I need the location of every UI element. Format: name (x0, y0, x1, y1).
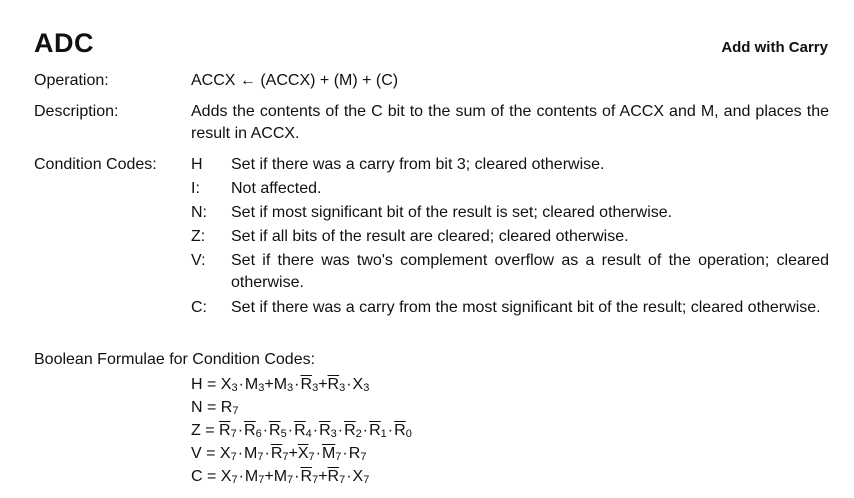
formula-plus: + (264, 468, 274, 485)
formula-and-dot: · (262, 422, 269, 439)
formula-variable: $\overline{R}_7$ (327, 468, 346, 486)
description-label: Description: (34, 103, 119, 120)
condition-code-flag: H (191, 156, 203, 173)
formula-and-dot: · (237, 445, 244, 462)
condition-code-item (191, 226, 829, 248)
condition-code-item (191, 202, 829, 224)
formula-lhs: N = (191, 399, 221, 416)
condition-codes-label: Condition Codes: (34, 156, 157, 173)
condition-code-item (191, 154, 829, 176)
condition-code-flag: I: (191, 180, 200, 197)
formula-and-dot: · (238, 468, 244, 485)
condition-code-flag: V: (191, 252, 206, 269)
formula-z (191, 420, 412, 442)
formula-c (191, 466, 369, 488)
condition-code-item (191, 297, 829, 319)
formula-v (191, 443, 366, 465)
formula-variable: $\overline{R}_4$ (294, 422, 312, 440)
formula-and-dot: · (312, 422, 319, 439)
condition-code-flag: C: (191, 299, 207, 316)
formula-variable: $X_3$ (220, 376, 238, 394)
formula-variable: $\overline{R}_3$ (300, 376, 319, 394)
formula-variable: $\overline{R}_2$ (344, 422, 362, 440)
formula-and-dot: · (238, 376, 244, 393)
formula-variable: $\overline{R}_3$ (327, 376, 346, 394)
condition-code-flag: Z: (191, 228, 206, 245)
formula-variable: $\overline{R}_6$ (244, 422, 262, 440)
formula-variable: $\overline{X}_7$ (297, 445, 315, 463)
formula-variable: $M_3$ (273, 376, 294, 394)
formula-variable: $\overline{R}_5$ (269, 422, 287, 440)
formula-and-dot: · (342, 445, 348, 462)
formula-lhs: H = (191, 376, 221, 393)
formula-variable: $\overline{R}_7$ (219, 422, 237, 440)
formula-and-dot: · (315, 445, 321, 462)
formula-variable: $X_7$ (352, 468, 370, 486)
formula-variable: $\overline{R}_7$ (300, 468, 319, 486)
formula-variable: $\overline{R}_1$ (369, 422, 387, 440)
formula-variable: $M_3$ (244, 376, 265, 394)
instruction-mnemonic: ADC (34, 28, 94, 58)
formula-variable: $\overline{R}_7$ (270, 445, 289, 463)
formula-and-dot: · (264, 445, 270, 462)
formula-lhs: V = (191, 445, 220, 462)
condition-code-text: Set if most significant bit of the result is set; cleared otherwise. (231, 204, 673, 221)
condition-code-text: Set if there was two's complement overflow as a result of the operation; cleared otherwise. (231, 252, 829, 291)
formula-variable: $\overline{M}_7$ (321, 445, 342, 463)
formula-and-dot: · (237, 422, 244, 439)
formula-variable: $R_7$ (220, 399, 239, 417)
formula-and-dot: · (362, 422, 369, 439)
formula-and-dot: · (346, 468, 352, 485)
condition-code-text: Set if all bits of the result are cleared; cleared otherwise. (231, 228, 629, 245)
formula-n (191, 397, 238, 419)
formula-and-dot: · (346, 376, 352, 393)
formula-variable: $\overline{R}_3$ (319, 422, 337, 440)
formula-variable: $X_3$ (352, 376, 370, 394)
condition-code-item (191, 178, 829, 200)
condition-code-item (191, 250, 829, 294)
formula-lhs: C = (191, 468, 221, 485)
formula-variable: $M_7$ (244, 445, 264, 463)
formula-h (191, 374, 369, 396)
formula-and-dot: · (294, 468, 300, 485)
description-text: Adds the contents of the C bit to the sum of the contents of ACCX and M, and places the result in ACCX. (191, 103, 829, 142)
boolean-formulae-label: Boolean Formulae for Condition Codes: (34, 351, 316, 368)
condition-code-text: Set if there was a carry from the most significant bit of the result; cleared otherwise. (231, 299, 821, 316)
formula-variable: $\overline{R}_0$ (394, 422, 412, 440)
condition-code-text: Not affected. (231, 180, 322, 197)
condition-code-flag: N: (191, 204, 207, 221)
formula-variable: $X_7$ (220, 468, 238, 486)
formula-variable: $R_7$ (348, 445, 367, 463)
formula-variable: $M_7$ (244, 468, 265, 486)
formula-plus: + (318, 468, 328, 485)
operation-expression: ACCX ← (ACCX) + (M) + (C) (191, 72, 399, 89)
condition-code-text: Set if there was a carry from bit 3; cleared otherwise. (231, 156, 605, 173)
instruction-name: Add with Carry (721, 39, 828, 56)
formula-plus: + (288, 445, 298, 462)
operation-label: Operation: (34, 72, 109, 89)
formula-and-dot: · (337, 422, 344, 439)
formula-variable: $X_7$ (219, 445, 237, 463)
formula-lhs: Z = (191, 422, 220, 439)
formula-plus: + (264, 376, 274, 393)
formula-and-dot: · (287, 422, 294, 439)
formula-and-dot: · (387, 422, 394, 439)
formula-variable: $M_7$ (273, 468, 294, 486)
formula-and-dot: · (294, 376, 300, 393)
formula-plus: + (318, 376, 328, 393)
